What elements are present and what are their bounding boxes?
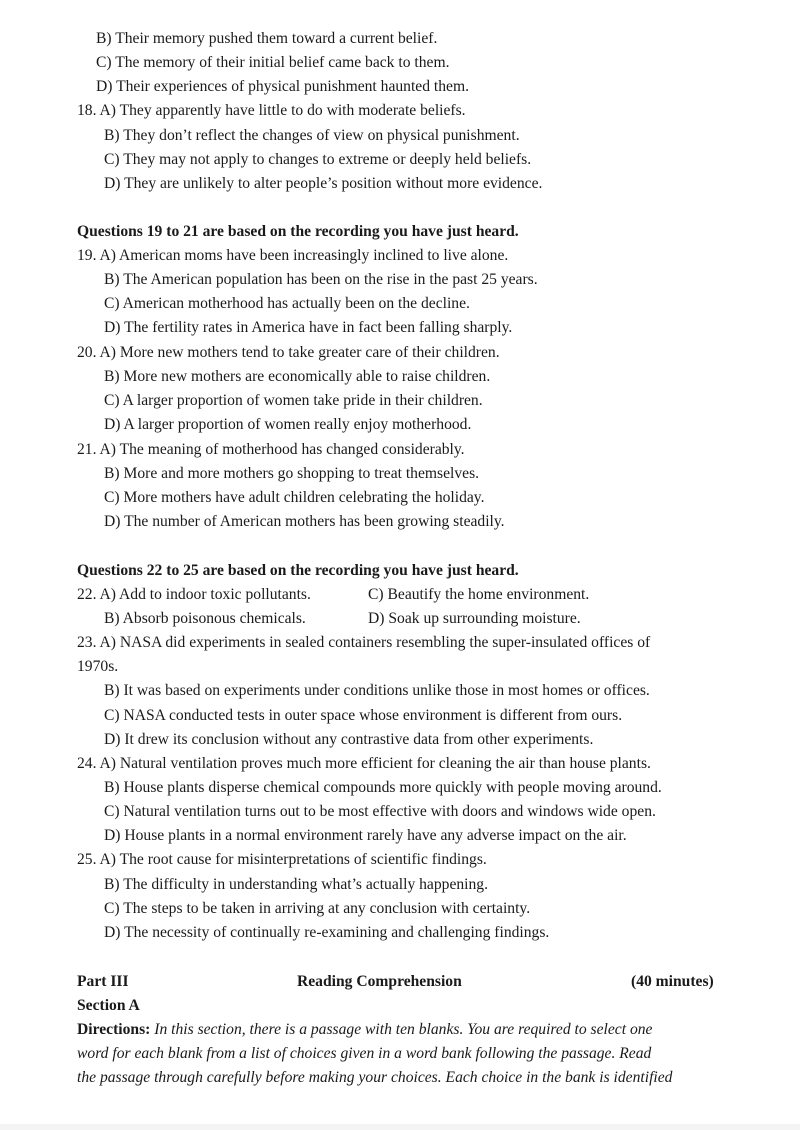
q19-option-a: 19. A) American moms have been increasingly inclined to live alone. <box>77 247 509 264</box>
q17-option-d: D) Their experiences of physical punishment haunted them. <box>96 78 469 95</box>
directions-line-2: word for each blank from a list of choices given in a word bank following the passage. Read <box>77 1045 652 1062</box>
q25-option-b: B) The difficulty in understanding what’s actually happening. <box>104 876 488 893</box>
q24-option-a: 24. A) Natural ventilation proves much more efficient for cleaning the air than house plants. <box>77 755 651 772</box>
directions-line-3: the passage through carefully before making your choices. Each choice in the bank is identified <box>77 1069 673 1086</box>
q21-option-a: 21. A) The meaning of motherhood has changed considerably. <box>77 441 465 458</box>
q22-option-d: D) Soak up surrounding moisture. <box>368 610 581 627</box>
section-heading-19-21: Questions 19 to 21 are based on the recording you have just heard. <box>77 223 519 240</box>
q20-option-c: C) A larger proportion of women take pride in their children. <box>104 392 483 409</box>
q22-option-a: 22. A) Add to indoor toxic pollutants. <box>77 586 311 603</box>
q19-option-d: D) The fertility rates in America have in fact been falling sharply. <box>104 319 513 336</box>
q25-option-c: C) The steps to be taken in arriving at any conclusion with certainty. <box>104 900 531 917</box>
q24-option-d: D) House plants in a normal environment rarely have any adverse impact on the air. <box>104 827 627 844</box>
q20-option-d: D) A larger proportion of women really enjoy motherhood. <box>104 416 472 433</box>
q23-option-c: C) NASA conducted tests in outer space whose environment is different from ours. <box>104 707 623 724</box>
q23-option-a: 23. A) NASA did experiments in sealed containers resembling the super-insulated offices of <box>77 634 651 651</box>
q19-option-b: B) The American population has been on the rise in the past 25 years. <box>104 271 538 288</box>
directions-line-1 <box>77 1020 652 1040</box>
page-bottom-edge <box>0 1124 800 1130</box>
part-time: (40 minutes) <box>631 973 714 990</box>
q24-option-c: C) Natural ventilation turns out to be most effective with doors and windows wide open. <box>104 803 656 820</box>
q22-option-c: C) Beautify the home environment. <box>368 586 590 603</box>
q21-option-b: B) More and more mothers go shopping to treat themselves. <box>104 465 480 482</box>
q18-option-d: D) They are unlikely to alter people’s position without more evidence. <box>104 175 543 192</box>
q25-option-d: D) The necessity of continually re-examining and challenging findings. <box>104 924 550 941</box>
q22-option-b: B) Absorb poisonous chemicals. <box>104 610 306 627</box>
q24-option-b: B) House plants disperse chemical compounds more quickly with people moving around. <box>104 779 662 796</box>
q17-option-b: B) Their memory pushed them toward a current belief. <box>96 30 438 47</box>
q21-option-c: C) More mothers have adult children celebrating the holiday. <box>104 489 485 506</box>
q18-option-c: C) They may not apply to changes to extreme or deeply held beliefs. <box>104 151 532 168</box>
q20-option-b: B) More new mothers are economically able to raise children. <box>104 368 491 385</box>
q19-option-c: C) American motherhood has actually been on the decline. <box>104 295 470 312</box>
section-heading-22-25: Questions 22 to 25 are based on the recording you have just heard. <box>77 562 519 579</box>
directions-text-1: In this section, there is a passage with ten blanks. You are required to select one <box>154 1021 653 1038</box>
part-title: Reading Comprehension <box>297 973 462 990</box>
q20-option-a: 20. A) More new mothers tend to take greater care of their children. <box>77 344 500 361</box>
q23-option-d: D) It drew its conclusion without any contrastive data from other experiments. <box>104 731 594 748</box>
q18-option-b: B) They don’t reflect the changes of view on physical punishment. <box>104 127 520 144</box>
q25-option-a: 25. A) The root cause for misinterpretations of scientific findings. <box>77 851 487 868</box>
q23-option-b: B) It was based on experiments under conditions unlike those in most homes or offices. <box>104 682 650 699</box>
q21-option-d: D) The number of American mothers has been growing steadily. <box>104 513 505 530</box>
directions-label: Directions: <box>77 1021 151 1038</box>
section-label: Section A <box>77 997 140 1014</box>
q18-option-a: 18. A) They apparently have little to do with moderate beliefs. <box>77 102 466 119</box>
q17-option-c: C) The memory of their initial belief came back to them. <box>96 54 450 71</box>
part-label: Part III <box>77 973 129 990</box>
q23-option-a-continued: 1970s. <box>77 658 119 675</box>
